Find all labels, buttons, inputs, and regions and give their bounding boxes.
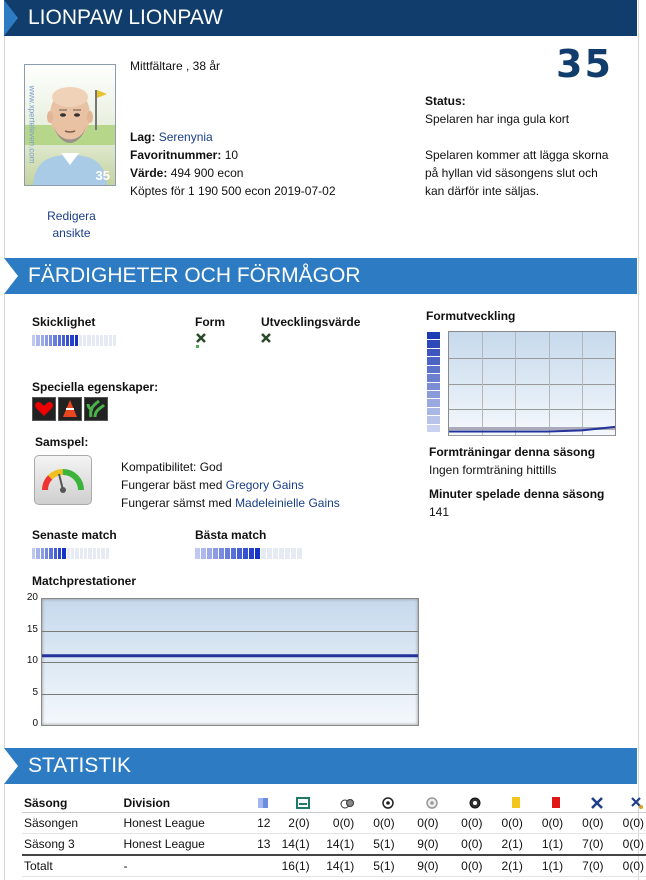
bar-segment xyxy=(101,548,104,559)
table-cell: 9(0) xyxy=(397,855,441,877)
goal-assist-icon[interactable] xyxy=(312,794,357,813)
skills-header xyxy=(4,258,637,294)
cone-icon[interactable] xyxy=(58,397,82,421)
status-block xyxy=(425,92,625,200)
bar-segment xyxy=(195,548,200,559)
bar-segment xyxy=(79,335,82,346)
stats-col-header[interactable]: Division xyxy=(121,794,240,813)
table-cell: 5(1) xyxy=(356,855,396,877)
table-cell: 0(0) xyxy=(606,855,646,877)
bar-segment xyxy=(249,548,254,559)
table-cell: 0(0) xyxy=(312,813,357,834)
ball-dark-icon[interactable] xyxy=(441,794,485,813)
bar-segment xyxy=(67,548,70,559)
table-cell: Säsongen xyxy=(22,813,121,834)
stats-table xyxy=(22,794,646,877)
worst-prefix: Fungerar sämst med xyxy=(121,496,232,510)
bar-segment xyxy=(106,548,109,559)
bar-segment xyxy=(54,548,57,559)
bar-segment xyxy=(261,548,266,559)
stats-col-header[interactable]: Säsong xyxy=(22,794,121,813)
best-with-link[interactable]: Gregory Gains xyxy=(225,478,304,492)
table-cell: 14(1) xyxy=(312,855,357,877)
form-dev-label: Formutveckling xyxy=(426,309,516,323)
gauge-icon xyxy=(34,455,92,505)
table-cell: 16(1) xyxy=(272,855,311,877)
bar-segment xyxy=(84,548,87,559)
player-info xyxy=(130,128,336,200)
bar-segment xyxy=(207,548,212,559)
perf-y-tick-label: 20 xyxy=(26,592,38,603)
table-cell: 9(0) xyxy=(397,834,441,856)
table-cell: 7(0) xyxy=(565,834,605,856)
player-name: LIONPAW LIONPAW xyxy=(28,6,223,29)
table-cell: 14(1) xyxy=(272,834,311,856)
table-cell: 7(0) xyxy=(565,855,605,877)
dev-label: Utvecklingsvärde xyxy=(261,315,361,329)
table-cell: 12 xyxy=(240,813,272,834)
form-level-segment xyxy=(427,391,440,398)
stats-header-title: STATISTIK xyxy=(28,754,132,777)
worst-with-link[interactable]: Madeleinielle Gains xyxy=(235,496,340,510)
perf-y-tick-label: 5 xyxy=(32,686,38,698)
form-level-segment xyxy=(427,349,440,356)
minutes-value: 141 xyxy=(429,505,450,519)
bar-segment xyxy=(41,548,44,559)
bar-segment xyxy=(62,548,65,559)
edit-face-line2[interactable]: ansikte xyxy=(52,226,91,240)
table-cell: 2(0) xyxy=(272,813,311,834)
table-row xyxy=(22,813,646,834)
status-label: Status: xyxy=(425,94,466,108)
bar-segment xyxy=(96,335,99,346)
teamplay-label: Samspel: xyxy=(35,435,89,449)
table-cell: 1(1) xyxy=(525,834,565,856)
form-level-segment xyxy=(427,332,440,339)
cross-small-icon[interactable] xyxy=(606,794,646,813)
bar-segment xyxy=(58,548,61,559)
ball-grey-icon[interactable] xyxy=(397,794,441,813)
compat: Kompatibilitet: God xyxy=(121,460,223,474)
form-level-bar xyxy=(427,332,440,432)
matches-icon[interactable] xyxy=(240,794,272,813)
best-match-label: Bästa match xyxy=(195,528,267,542)
skill-label: Skicklighet xyxy=(32,315,96,329)
jersey-number: 35 xyxy=(95,168,110,183)
cross-icon[interactable] xyxy=(565,794,605,813)
dev-icon xyxy=(261,332,271,347)
table-cell: 0(0) xyxy=(356,813,396,834)
form-level-segment xyxy=(427,383,440,390)
perf-y-tick-label: 15 xyxy=(26,623,38,635)
bar-segment xyxy=(109,335,112,346)
minutes-label: Minuter spelade denna säsong xyxy=(429,487,605,501)
big-number: 35 xyxy=(556,42,613,86)
fav-number: 10 xyxy=(224,148,239,162)
bar-segment xyxy=(41,335,44,346)
bar-segment xyxy=(255,548,260,559)
status-retire-3: kan därför inte säljas. xyxy=(425,184,540,198)
form-level-segment xyxy=(427,408,440,415)
bar-segment xyxy=(285,548,290,559)
value-label: Värde: xyxy=(130,166,168,180)
bar-segment xyxy=(201,548,206,559)
bar-segment xyxy=(49,335,52,346)
table-cell: 1(1) xyxy=(525,855,565,877)
ball-icon[interactable] xyxy=(356,794,396,813)
bar-segment xyxy=(237,548,242,559)
bar-segment xyxy=(225,548,230,559)
bar-segment xyxy=(75,335,78,346)
table-cell: Säsong 3 xyxy=(22,834,121,856)
bar-segment xyxy=(80,548,83,559)
best-match-bar xyxy=(195,548,307,559)
bar-segment xyxy=(70,335,73,346)
form-label: Form xyxy=(195,315,225,329)
table-cell: 0(0) xyxy=(525,813,565,834)
team-label: Lag: xyxy=(130,130,156,144)
table-row xyxy=(22,855,646,877)
bar-segment xyxy=(66,335,69,346)
perf-y-tick-label: 10 xyxy=(26,655,38,666)
bar-segment xyxy=(58,335,61,346)
special-label: Speciella egenskaper: xyxy=(32,380,159,394)
bar-segment xyxy=(93,548,96,559)
status-retire-2: på hyllan vid säsongens slut och xyxy=(425,166,598,180)
form-level-segment xyxy=(427,425,440,432)
watermark: www.xperteleven.com xyxy=(27,85,37,164)
table-cell: 0(0) xyxy=(441,855,485,877)
form-training-label: Formträningar denna säsong xyxy=(429,445,596,459)
table-cell: 0(0) xyxy=(441,834,485,856)
form-dev-chart xyxy=(448,331,616,436)
bar-segment xyxy=(32,548,35,559)
edit-face-link[interactable] xyxy=(24,208,119,242)
yellow-card-icon[interactable] xyxy=(484,794,524,813)
bar-segment xyxy=(113,335,116,346)
form-training-value: Ingen formträning hittills xyxy=(429,463,557,477)
status-retire-1: Spelaren kommer att lägga skorna xyxy=(425,148,609,162)
team-link[interactable]: Serenynia xyxy=(158,130,213,144)
bar-segment xyxy=(45,548,48,559)
bought-info: Köptes för 1 190 500 econ 2019-07-02 xyxy=(130,184,336,198)
form-icon xyxy=(196,332,206,351)
form-gridline-h xyxy=(449,435,615,436)
bar-segment xyxy=(97,548,100,559)
table-cell: 2(1) xyxy=(484,855,524,877)
player-name-header xyxy=(4,0,637,36)
bar-segment xyxy=(92,335,95,346)
table-row xyxy=(22,834,646,856)
table-cell: Honest League xyxy=(121,834,240,856)
bar-segment xyxy=(75,548,78,559)
last-match-bar xyxy=(32,548,109,559)
status-cards: Spelaren har inga gula kort xyxy=(425,112,570,126)
skills-header-title: FÄRDIGHETER OCH FÖRMÅGOR xyxy=(28,264,361,287)
avatar[interactable] xyxy=(24,64,116,186)
bar-segment xyxy=(49,548,52,559)
plant-icon[interactable] xyxy=(84,397,108,421)
table-cell: 13 xyxy=(240,834,272,856)
heart-icon[interactable] xyxy=(32,397,56,421)
bar-segment xyxy=(104,335,107,346)
table-cell: 0(0) xyxy=(441,813,485,834)
table-cell: 5(1) xyxy=(356,834,396,856)
form-level-segment xyxy=(427,366,440,373)
bar-segment xyxy=(100,335,103,346)
perf-plot-area xyxy=(41,598,419,726)
bar-segment xyxy=(231,548,236,559)
bar-segment xyxy=(45,335,48,346)
table-cell: Honest League xyxy=(121,813,240,834)
form-level-segment xyxy=(427,357,440,364)
special-icons xyxy=(32,397,108,421)
last-match-label: Senaste match xyxy=(32,528,117,542)
table-cell: 2(1) xyxy=(484,834,524,856)
bar-segment xyxy=(88,548,91,559)
bar-segment xyxy=(62,335,65,346)
bar-segment xyxy=(273,548,278,559)
bar-segment xyxy=(32,335,35,346)
form-level-segment xyxy=(427,399,440,406)
perf-y-tick-label: 0 xyxy=(32,718,38,729)
edit-face-line1[interactable]: Redigera xyxy=(47,209,96,223)
bar-segment xyxy=(291,548,296,559)
skill-bar xyxy=(32,335,116,346)
bar-segment xyxy=(243,548,248,559)
table-cell: - xyxy=(121,855,240,877)
bar-segment xyxy=(36,548,39,559)
bar-segment xyxy=(53,335,56,346)
bar-segment xyxy=(279,548,284,559)
bar-segment xyxy=(83,335,86,346)
red-card-icon[interactable] xyxy=(525,794,565,813)
match-perf-label: Matchprestationer xyxy=(32,574,137,588)
table-cell: 14(1) xyxy=(312,834,357,856)
table-cell: 0(0) xyxy=(606,834,646,856)
value: 494 900 econ xyxy=(170,166,244,180)
table-cell: 0(0) xyxy=(606,813,646,834)
table-cell xyxy=(240,855,272,877)
stats-header xyxy=(4,748,637,784)
form-level-segment xyxy=(427,340,440,347)
form-level-segment xyxy=(427,374,440,381)
bar-segment xyxy=(87,335,90,346)
bar-segment xyxy=(267,548,272,559)
best-prefix: Fungerar bäst med xyxy=(121,478,223,492)
bar-segment xyxy=(213,548,218,559)
bar-segment xyxy=(219,548,224,559)
table-cell: Totalt xyxy=(22,855,121,877)
fav-number-label: Favoritnummer: xyxy=(130,148,222,162)
table-cell: 0(0) xyxy=(565,813,605,834)
position-age: Mittfältare , 38 år xyxy=(130,59,221,73)
teamplay-info xyxy=(121,458,340,512)
table-cell: 0(0) xyxy=(397,813,441,834)
form-level-segment xyxy=(427,416,440,423)
match-performance-chart xyxy=(22,592,422,729)
goal-icon[interactable] xyxy=(272,794,311,813)
bar-segment xyxy=(36,335,39,346)
table-cell: 0(0) xyxy=(484,813,524,834)
bar-segment xyxy=(297,548,302,559)
bar-segment xyxy=(71,548,74,559)
